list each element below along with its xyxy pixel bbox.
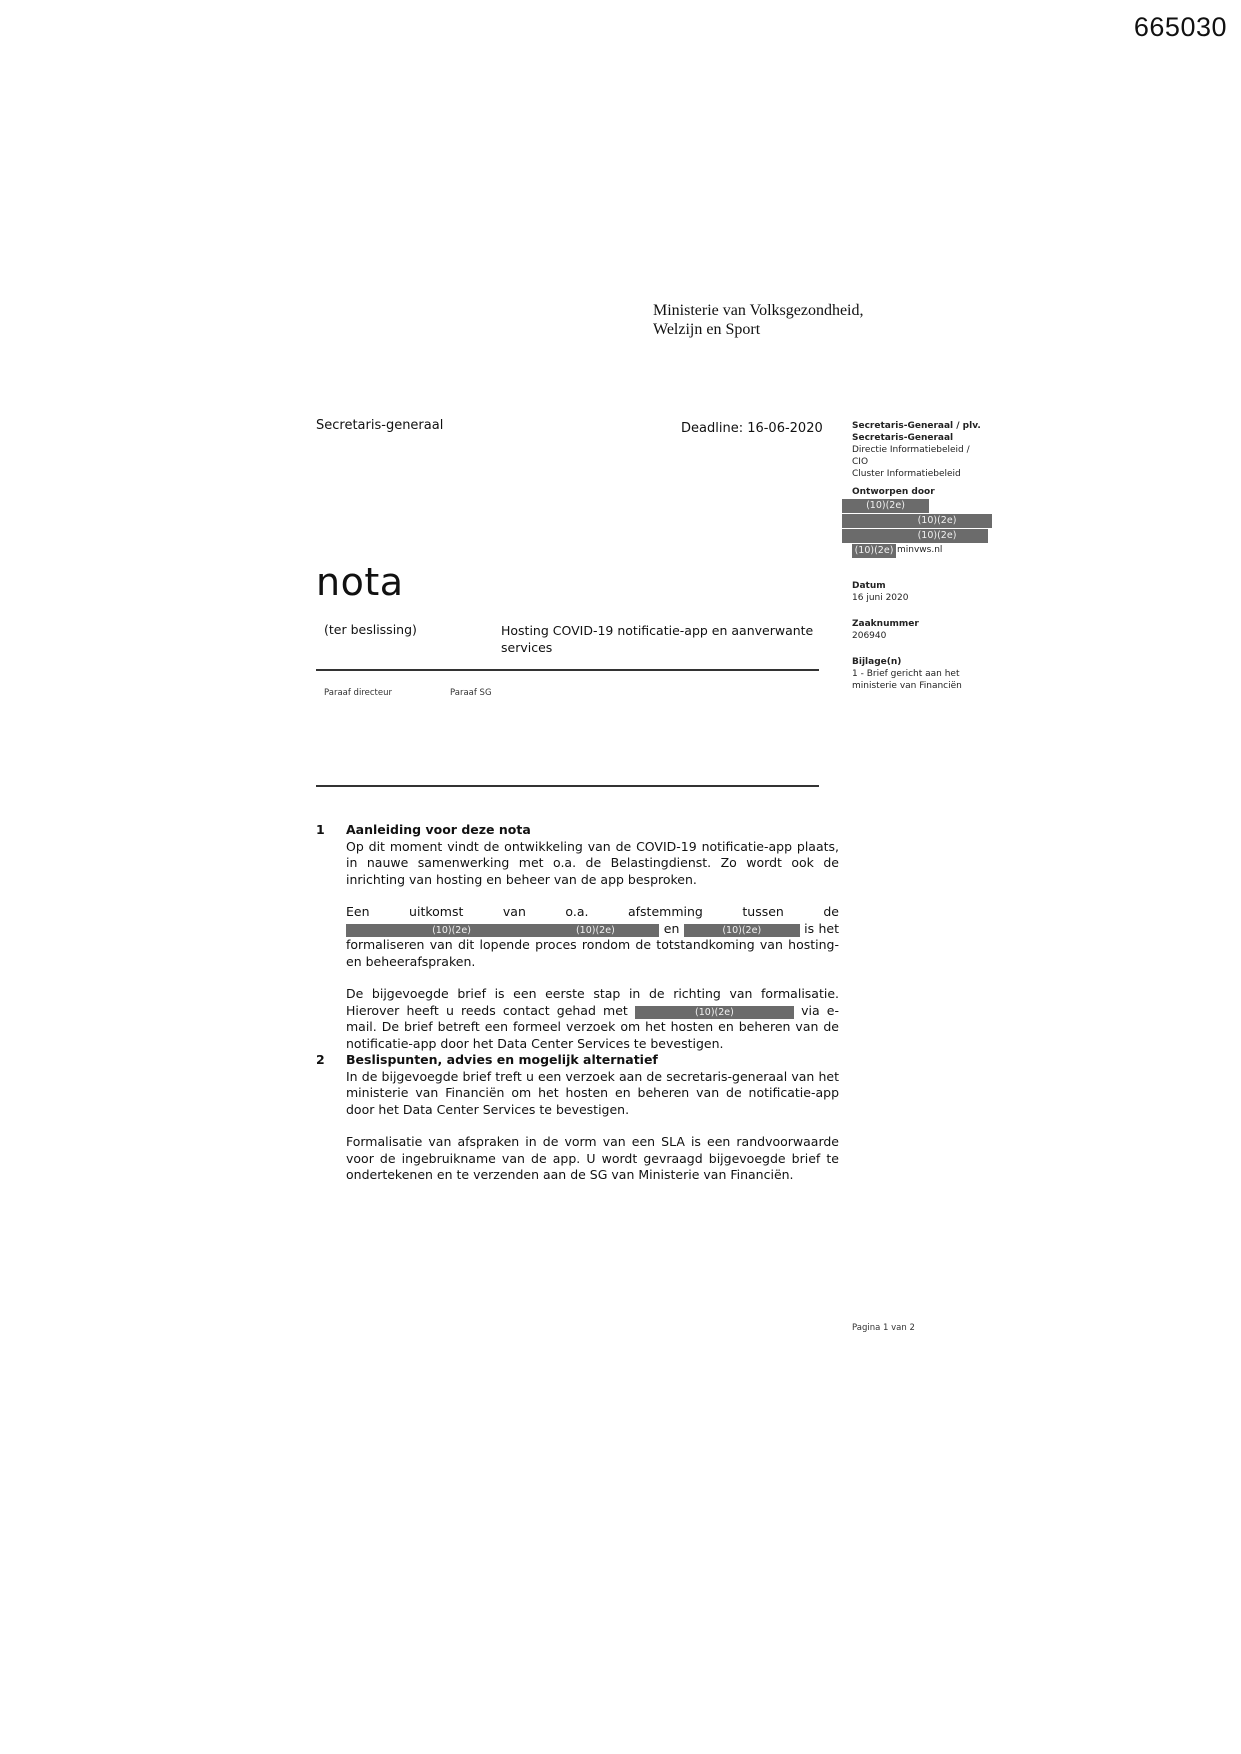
colofon — [852, 420, 1002, 698]
section-1 — [316, 822, 839, 1068]
case-number-label: Zaaknummer — [852, 619, 919, 629]
sender: Secretaris-generaal — [316, 418, 444, 433]
redacted-email-line — [852, 543, 1002, 558]
redacted-line-2 — [852, 513, 1002, 528]
email-suffix: minvws.nl — [897, 545, 943, 555]
redaction-box: (10)(2e) — [842, 529, 988, 543]
divider-bottom — [316, 785, 819, 787]
paragraph: Formalisatie van afspraken in de vorm van een SLA is een randvoorwaarde voor de ingebruikname van de app. U wordt gevraagd bijgevoegde brief te ondertekenen en te verzenden aan de SG van Ministerie van Financiën. — [346, 1134, 839, 1182]
text-fragment: via e-mail. De brief betreft een formeel verzoek om het hosten en beheren van de notificatie-app door het Data Center Services te bevestigen. — [346, 1002, 839, 1051]
section-heading: Beslispunten, advies en mogelijk alternatief — [346, 1052, 658, 1067]
redaction-box: (10)(2e) — [852, 544, 896, 558]
paraaf-sg: Paraaf SG — [450, 688, 492, 698]
document-id: 665030 — [1133, 12, 1227, 42]
designed-by-label: Ontworpen door — [852, 487, 935, 497]
colofon-org-line-1: Directie Informatiebeleid / — [852, 445, 970, 455]
redaction-box: (10)(2e) — [842, 499, 929, 513]
case-number-value: 206940 — [852, 631, 887, 641]
redaction-box: (10)(2e) — [531, 924, 659, 937]
date-value: 16 juni 2020 — [852, 593, 909, 603]
section-heading: Aanleiding voor deze nota — [346, 822, 531, 837]
date-label: Datum — [852, 581, 886, 591]
redacted-line-3 — [852, 528, 1002, 543]
divider-top — [316, 669, 819, 671]
redacted-line-1 — [852, 498, 1002, 513]
text-fragment: en — [663, 920, 680, 936]
page-number: Pagina 1 van 2 — [852, 1323, 915, 1333]
text-fragment: is het formaliseren van dit lopende proces rondom de totstandkoming van hosting- en beheerafspraken. — [346, 920, 839, 969]
deadline: Deadline: 16-06-2020 — [681, 421, 823, 436]
attachment-value: 1 - Brief gericht aan het ministerie van Financiën — [852, 669, 962, 691]
text-fragment: Een uitkomst van o.a. afstemming tussen de — [346, 904, 839, 919]
paragraph — [346, 904, 839, 970]
section-number: 1 — [316, 822, 325, 837]
redaction-box: (10)(2e) — [635, 1006, 794, 1019]
nota-subject: Hosting COVID-19 notificatie-app en aanverwante services — [501, 623, 814, 655]
paragraph: Op dit moment vindt de ontwikkeling van de COVID-19 notificatie-app plaats, in nauwe samenwerking met o.a. de Belastingdienst. Zo wordt ook de inrichting van hosting en beheer van de app besproken. — [346, 838, 839, 887]
nota-title: nota — [316, 560, 404, 604]
paragraph — [346, 986, 839, 1052]
redaction-box: (10)(2e) — [346, 924, 557, 937]
ministry-line-2: Welzijn en Sport — [653, 321, 761, 338]
redaction-box: (10)(2e) — [842, 514, 992, 528]
nota-kind: (ter beslissing) — [324, 622, 417, 637]
colofon-org-label: Secretaris-Generaal / plv. Secretaris-Generaal — [852, 421, 981, 443]
colofon-org-line-2: CIO — [852, 457, 869, 467]
redaction-box: (10)(2e) — [684, 924, 800, 937]
paraaf-director: Paraaf directeur — [324, 688, 392, 698]
paragraph: In de bijgevoegde brief treft u een verzoek aan de secretaris-generaal van het ministerie van Financiën om het hosten en beheren van de notificatie-app door het Data Center Services te bevestigen. — [346, 1068, 839, 1117]
section-number: 2 — [316, 1052, 325, 1067]
attachment-label: Bijlage(n) — [852, 657, 902, 667]
text-fragment: De bijgevoegde brief is een eerste stap in de richting van formalisatie. Hierover heeft u reeds contact gehad met — [346, 986, 839, 1018]
ministry-line-1: Ministerie van Volksgezondheid, — [653, 302, 864, 319]
section-2 — [316, 1052, 839, 1200]
colofon-org-line-3: Cluster Informatiebeleid — [852, 469, 961, 479]
ministry-logo-text — [653, 301, 864, 339]
